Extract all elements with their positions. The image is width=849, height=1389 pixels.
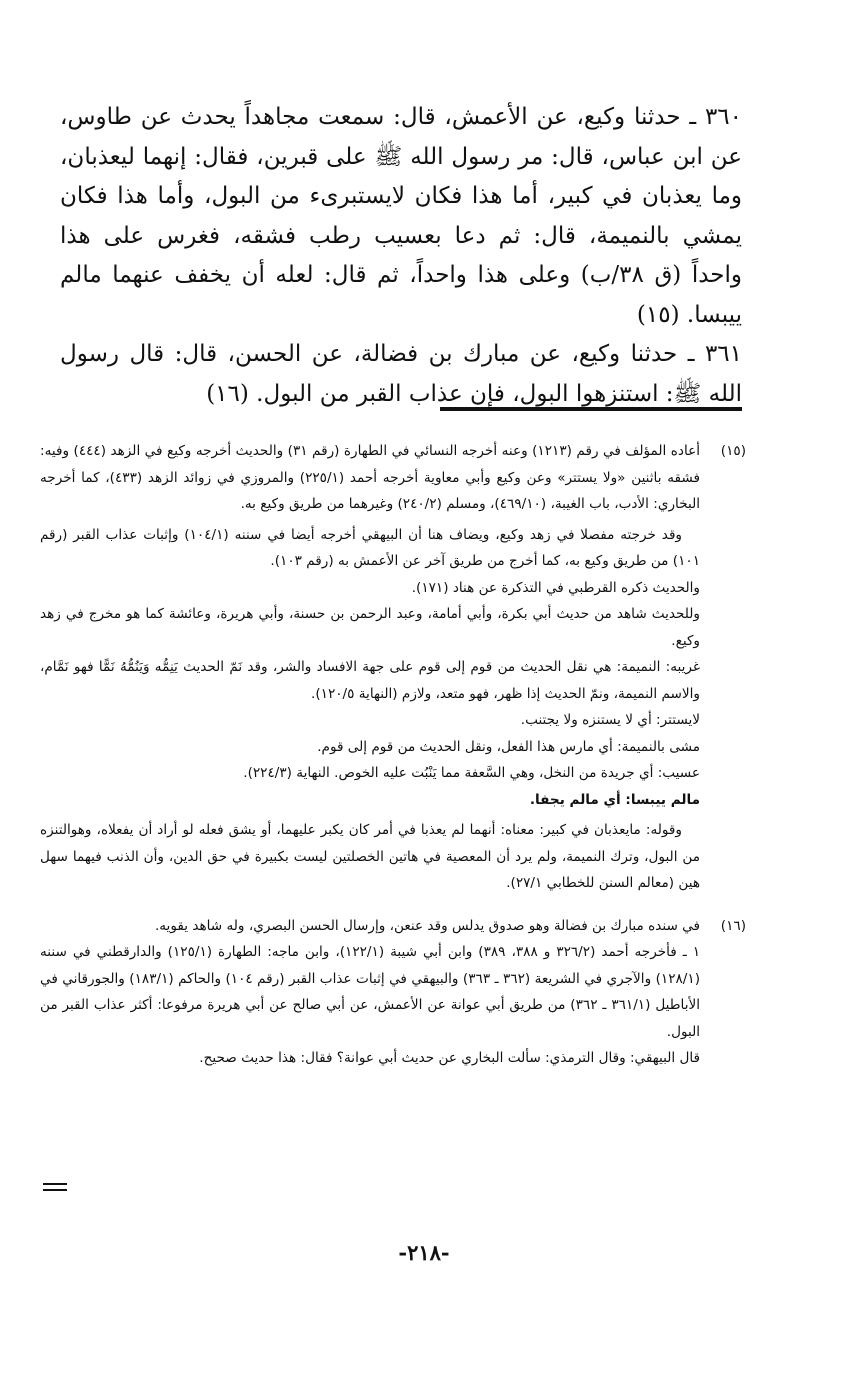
footnote-paragraph: ١ ـ فأخرجه أحمد (٣٢٦/٢ و ٣٨٨، ٣٨٩) وابن أبي شيبة (١٢٢/١)، وابن ماجه: الطهارة (١٢٥/١) والدارقطني في سننه (١٢٨/١) والآجري في الشريعة (٣٦٢ ـ ٣٦٣) والبيهقي في إثبات عذاب القبر (رقم ١٠٤) والحاكم (١٨٣/١) والجورقاني في الأباطيل (٣٦١/١ ـ ٣٦٢) من طريق أبي عوانة عن الأعمش، عن أبي صالح عن أبي هريرة مرفوعا: أكثر عذاب القبر من البول. — [40, 944, 701, 1040]
hadith-360: ٣٦٠ ـ حدثنا وكيع، عن الأعمش، قال: سمعت مجاهداً يحدث عن طاوس، عن ابن عباس، قال: مر رسول الله ﷺ على قبرين، فقال: إنهما ليعذبان، وما يعذبان في كبير، أما هذا فكان لايستبرىء من البول، وأما هذا فكان يمشي بالنميمة، قال: ثم دعا بعسيب رطب فشقه، فغرس على هذا واحداً (ق ٣٨/ب) وعلى هذا واحداً، ثم قال: لعله أن يخفف عنهما مالم ييبسا. (١٥) — [60, 104, 743, 328]
footnote-paragraph: لايستتر: أي لا يستنزه ولا يجتنب. — [520, 712, 700, 728]
continuation-mark — [43, 1183, 67, 1195]
footnote-paragraph: قال البيهقي: وقال الترمذي: سألت البخاري عن حديث أبي عوانة؟ فقال: هذا حديث صحيح. — [199, 1050, 700, 1066]
main-text — [60, 98, 742, 414]
footnote-paragraph: مشى بالنميمة: أي مارس هذا الفعل، ونقل الحديث من قوم إلى قوم. — [317, 738, 700, 755]
footnote-divider — [440, 407, 742, 411]
footnote-number: (١٦) — [720, 917, 746, 934]
footnote-16 — [40, 913, 746, 1072]
hadith-361: ٣٦١ ـ حدثنا وكيع، عن مبارك بن فضالة، عن الحسن، قال: قال رسول الله ﷺ: استنزهوا البول، فإن عذاب القبر من البول. (١٦) — [60, 341, 742, 407]
footnote-paragraph: وقد خرجته مفصلا في زهد وكيع، ويضاف هنا أن البيهقي أخرجه أيضا في سننه (١٠٤/١) وإثبات عذاب القبر (رقم ١٠١) من طريق وكيع به، كما أخرج من طريق آخر عن الأعمش به (رقم ١٠٣). — [40, 526, 700, 569]
footnote-paragraph: أعاده المؤلف في رقم (١٢١٣) وعنه أخرجه النسائي في الطهارة (رقم ٣١) والحديث أخرجه وكيع في الزهد (٤٤٤) وفيه: فشقه باثنين «ولا يستتر» وعن وكيع وأبي معاوية أخرجه أحمد (٢٢٥/١) والمروزي في زوائد الزهد (٤٣٣)، كما أخرجه البخاري: الأدب، باب الغيبة، (٤٦٩/١٠)، ومسلم (٢٤٠/٢) وغيرهما من طريق وكيع به. — [40, 443, 700, 512]
footnote-paragraph: مالم ييبسا: أي مالم يجفا. — [529, 791, 700, 808]
footnote-paragraph: عسيب: أي جريدة من النخل، وهي السَّعفة مما يَنْبُت عليه الخوص. النهاية (٢٢٤/٣). — [243, 765, 700, 781]
footnote-paragraph: في سنده مبارك بن فضالة وهو صدوق يدلس وقد عنعن، وإرسال الحسن البصري، وله شاهد يقويه. — [154, 917, 700, 934]
footnote-paragraph: والحديث ذكره القرطبي في التذكرة عن هناد (١٧١). — [411, 579, 700, 596]
page-number: -٢١٨- — [398, 1240, 450, 1265]
footnote-paragraph: وقوله: مايعذبان في كبير: معناه: أنهما لم يعذبا في أمر كان يكبر عليهما، أو يشق فعله لو أراد أن يفعلاه، وهوالتنزه من البول، وترك النميمة، ولم يرد أن المعصية في هاتين الخصلتين ليست بكبيرة في حق الدين، وأن الذنب فيهما سهل هين (معالم السنن للخطابي ٢٧/١). — [40, 822, 700, 891]
footnote-paragraph: غريبه: النميمة: هي نقل الحديث من قوم إلى قوم على جهة الافساد والشر، وقد نَمّ الحديث يَنِمُّه وَيَنُمُّهُ نَمًّا فهو نَمَّام، والاسم النميمة، ونمّ الحديث إذا ظهر، فهو متعد، ولازم (النهاية ١٢٠/٥). — [40, 659, 700, 702]
footnotes — [40, 438, 746, 1072]
footnote-number: (١٥) — [720, 443, 746, 459]
footnote-15 — [40, 438, 746, 897]
footnote-paragraph: وللحديث شاهد من حديث أبي بكرة، وأبي أمامة، وعبد الرحمن بن حسنة، وأبي هريرة، وعائشة كما هو مخرج في زهد وكيع. — [40, 606, 700, 649]
